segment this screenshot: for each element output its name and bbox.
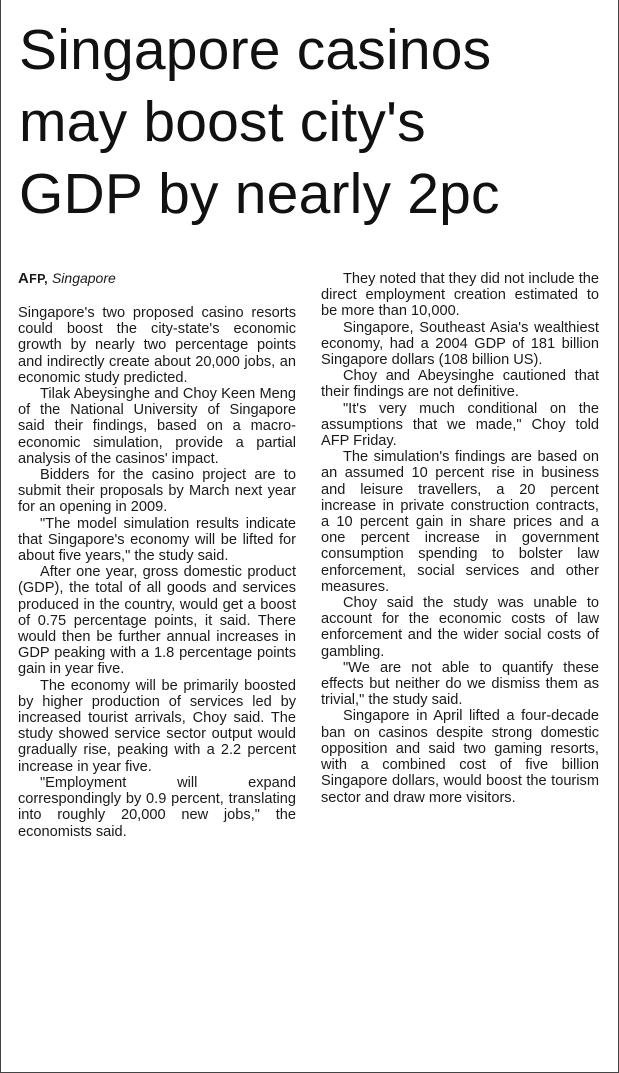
article-paragraph: Singapore's two proposed casino resorts could boost the city-state's economic growth by nearly two percentage points and indirectly create about 20,000 jobs, an economic study predicted.	[18, 305, 296, 386]
byline-agency	[18, 270, 48, 287]
article-paragraph: "The model simulation results indicate that Singapore's economy will be lifted for about five years," the study said.	[18, 515, 296, 565]
byline-agency-rest: FP,	[29, 272, 48, 286]
article-column-right	[321, 271, 599, 806]
article-paragraph: Tilak Abeysinghe and Choy Keen Meng of the National University of Singapore said their findings, based on a macro-economic simulation, provide a partial analysis of the casinos' impact.	[18, 386, 296, 467]
headline-line: may boost city's	[19, 90, 426, 154]
headline-line: Singapore casinos	[19, 18, 492, 82]
article-column-left	[18, 270, 296, 840]
article-paragraph: After one year, gross domestic product (GDP), the total of all goods and services produced in the country, would get a boost of 0.75 percentage points, it said. There would then be further annual increases in GDP peaking with a 1.8 percentage points gain in year five.	[18, 564, 296, 678]
byline-place: Singapore	[51, 270, 116, 286]
article-paragraph: Choy said the study was unable to account for the economic costs of law enforcement and the wider social costs of gambling.	[321, 595, 599, 660]
article-paragraph: "It's very much conditional on the assumptions that we made," Choy told AFP Friday.	[321, 400, 599, 450]
article-paragraph: The simulation's findings are based on an assumed 10 percent rise in business and leisure travellers, a 20 percent increase in private construction contracts, a 10 percent gain in share prices and a one percent increase in government consumption spending to bolster law enforcement, social services and other measures.	[321, 449, 599, 595]
article-paragraph: The economy will be primarily boosted by higher production of services led by increased tourist arrivals, Choy said. The study showed service sector output would gradually rise, peaking with a 2.2 percent increase in year five.	[18, 677, 296, 775]
byline-agency-initial: A	[18, 270, 30, 287]
article-paragraph: Choy and Abeysinghe cautioned that their findings are not definitive.	[321, 368, 599, 401]
article-paragraph: "Employment will expand correspondingly by 0.9 percent, translating into roughly 20,000 new jobs," the economists said.	[18, 774, 296, 840]
article-paragraph: They noted that they did not include the direct employment creation estimated to be more than 10,000.	[321, 271, 599, 320]
article-paragraph: Singapore in April lifted a four-decade ban on casinos despite strong domestic opposition and said two gaming resorts, with a combined cost of five billion Singapore dollars, would boost the tourism sector and draw more visitors.	[321, 708, 599, 806]
article-paragraph: Singapore, Southeast Asia's wealthiest economy, had a 2004 GDP of 181 billion Singapore dollars (108 billion US).	[321, 319, 599, 369]
article-paragraph: "We are not able to quantify these effects but neither do we dismiss them as trivial," the study said.	[321, 659, 599, 709]
headline	[19, 14, 615, 230]
headline-line: GDP by nearly 2pc	[19, 162, 500, 226]
byline	[18, 270, 296, 288]
article-paragraph: Bidders for the casino project are to submit their proposals by March next year for an opening in 2009.	[18, 467, 296, 516]
